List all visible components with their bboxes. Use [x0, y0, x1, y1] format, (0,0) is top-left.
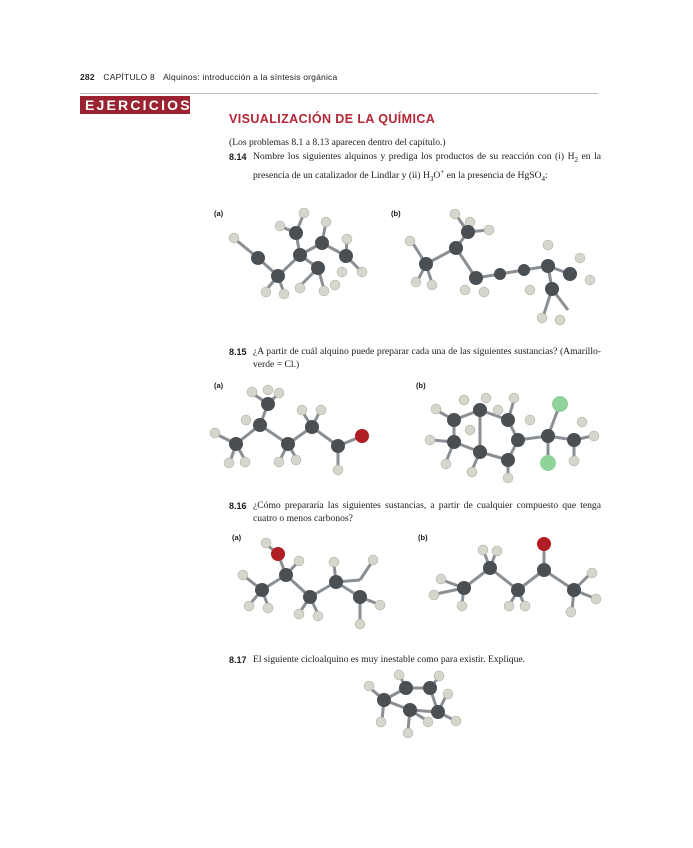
intro-note: (Los problemas 8.1 a 8.13 aparecen dentro del capítulo.)	[229, 137, 446, 148]
label-8-16-b: (b)	[418, 533, 428, 542]
problem-text: El siguiente cicloalquino es muy inestable como para existir. Explique.	[253, 654, 526, 665]
label-8-14-b: (b)	[391, 209, 401, 218]
page-number: 282	[80, 72, 95, 82]
problem-number: 8.16	[229, 501, 247, 511]
label-8-16-a: (a)	[232, 533, 242, 542]
problem-text: Nombre los siguientes alquinos y prediga los productos de su reacción con (i) $H_2$ en la presencia de un catalizador de Lindlar y (ii) $H_3O^+$ en la presencia de HgSO$_4$:	[253, 151, 601, 184]
label-8-15-a: (a)	[214, 381, 224, 390]
label-8-14-a: (a)	[214, 209, 224, 218]
chapter-title: Alquinos: introducción a la síntesis orgánica	[163, 72, 338, 82]
problem-text: ¿Cómo prepararía las siguientes sustancias, a partir de cualquier compuesto que tenga cuatro o menos carbonos?	[253, 500, 601, 524]
label-8-15-b: (b)	[416, 381, 426, 390]
problem-number: 8.15	[229, 347, 247, 357]
problem-number: 8.14	[229, 152, 247, 162]
problem-text: ¿A partir de cuál alquino puede preparar cada una de las siguientes sustancias? (Amarillo-verde = Cl.)	[253, 346, 601, 370]
section-title: VISUALIZACIÓN DE LA QUÍMICA	[229, 112, 436, 126]
section-badge: EJERCICIOS	[80, 96, 190, 114]
problem-number: 8.17	[229, 655, 247, 665]
chapter-label: CAPÍTULO 8	[103, 72, 155, 82]
